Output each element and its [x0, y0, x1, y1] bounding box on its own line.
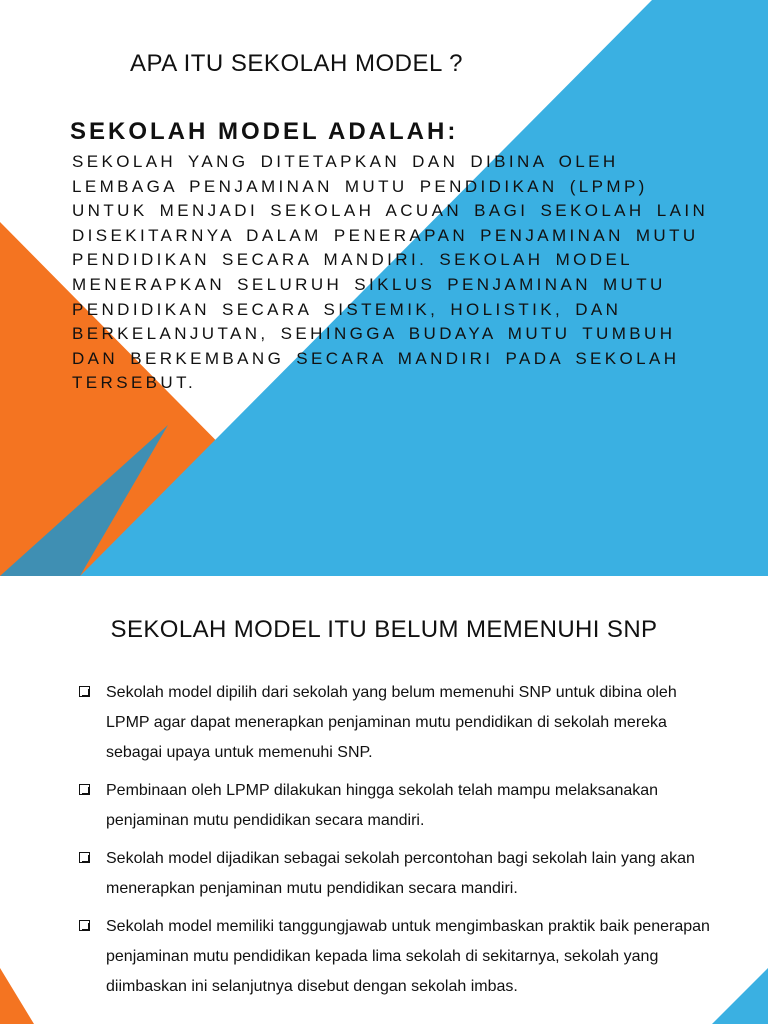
list-item	[78, 678, 718, 768]
checkbox-bullet-icon	[79, 784, 90, 795]
bullet-list	[78, 678, 718, 1010]
orange-corner	[0, 968, 34, 1024]
list-item-text: Sekolah model dipilih dari sekolah yang belum memenuhi SNP untuk dibina oleh LPMP agar dapat menerapkan penjaminan mutu pendidikan di sekolah mereka sebagai upaya untuk memenuhi SNP.	[106, 684, 677, 761]
slide-1-subheading: SEKOLAH MODEL ADALAH:	[70, 118, 459, 145]
checkbox-bullet-icon	[79, 920, 90, 931]
checkbox-bullet-icon	[79, 686, 90, 697]
list-item-text: Sekolah model dijadikan sebagai sekolah percontohan bagi sekolah lain yang akan menerapkan penjaminan mutu pendidikan secara mandiri.	[106, 850, 695, 897]
slide-2-title: SEKOLAH MODEL ITU BELUM MEMENUHI SNP	[110, 616, 658, 643]
list-item	[78, 776, 718, 836]
list-item	[78, 912, 718, 1002]
list-item-text: Pembinaan oleh LPMP dilakukan hingga sekolah telah mampu melaksanakan penjaminan mutu pendidikan secara mandiri.	[106, 782, 659, 829]
slide-1-paragraph: SEKOLAH YANG DITETAPKAN DAN DIBINA OLEH LEMBAGA PENJAMINAN MUTU PENDIDIKAN (LPMP) UNTUK MENJADI SEKOLAH ACUAN BAGI SEKOLAH LAIN DISEKITARNYA DALAM PENERAPAN PENJAMINAN MUTU PENDIDIKAN SECARA MANDIRI. SEKOLAH MODEL MENERAPKAN SELURUH SIKLUS PENJAMINAN MUTU PENDIDIKAN SECARA SISTEMIK, HOLISTIK, DAN BERKELANJUTAN, SEHINGGA BUDAYA MUTU TUMBUH DAN BERKEMBANG SECARA MANDIRI PADA SEKOLAH TERSEBUT.	[72, 152, 709, 393]
slide-2	[0, 576, 768, 1024]
blue-corner	[712, 968, 768, 1024]
slide-1-title: APA ITU SEKOLAH MODEL ?	[130, 50, 463, 77]
list-item	[78, 844, 718, 904]
checkbox-bullet-icon	[79, 852, 90, 863]
list-item-text: Sekolah model memiliki tanggungjawab untuk mengimbaskan praktik baik penerapan penjaminan mutu pendidikan kepada lima sekolah di sekitarnya, sekolah yang diimbaskan ini selanjutnya disebut dengan sekolah imbas.	[106, 918, 710, 995]
